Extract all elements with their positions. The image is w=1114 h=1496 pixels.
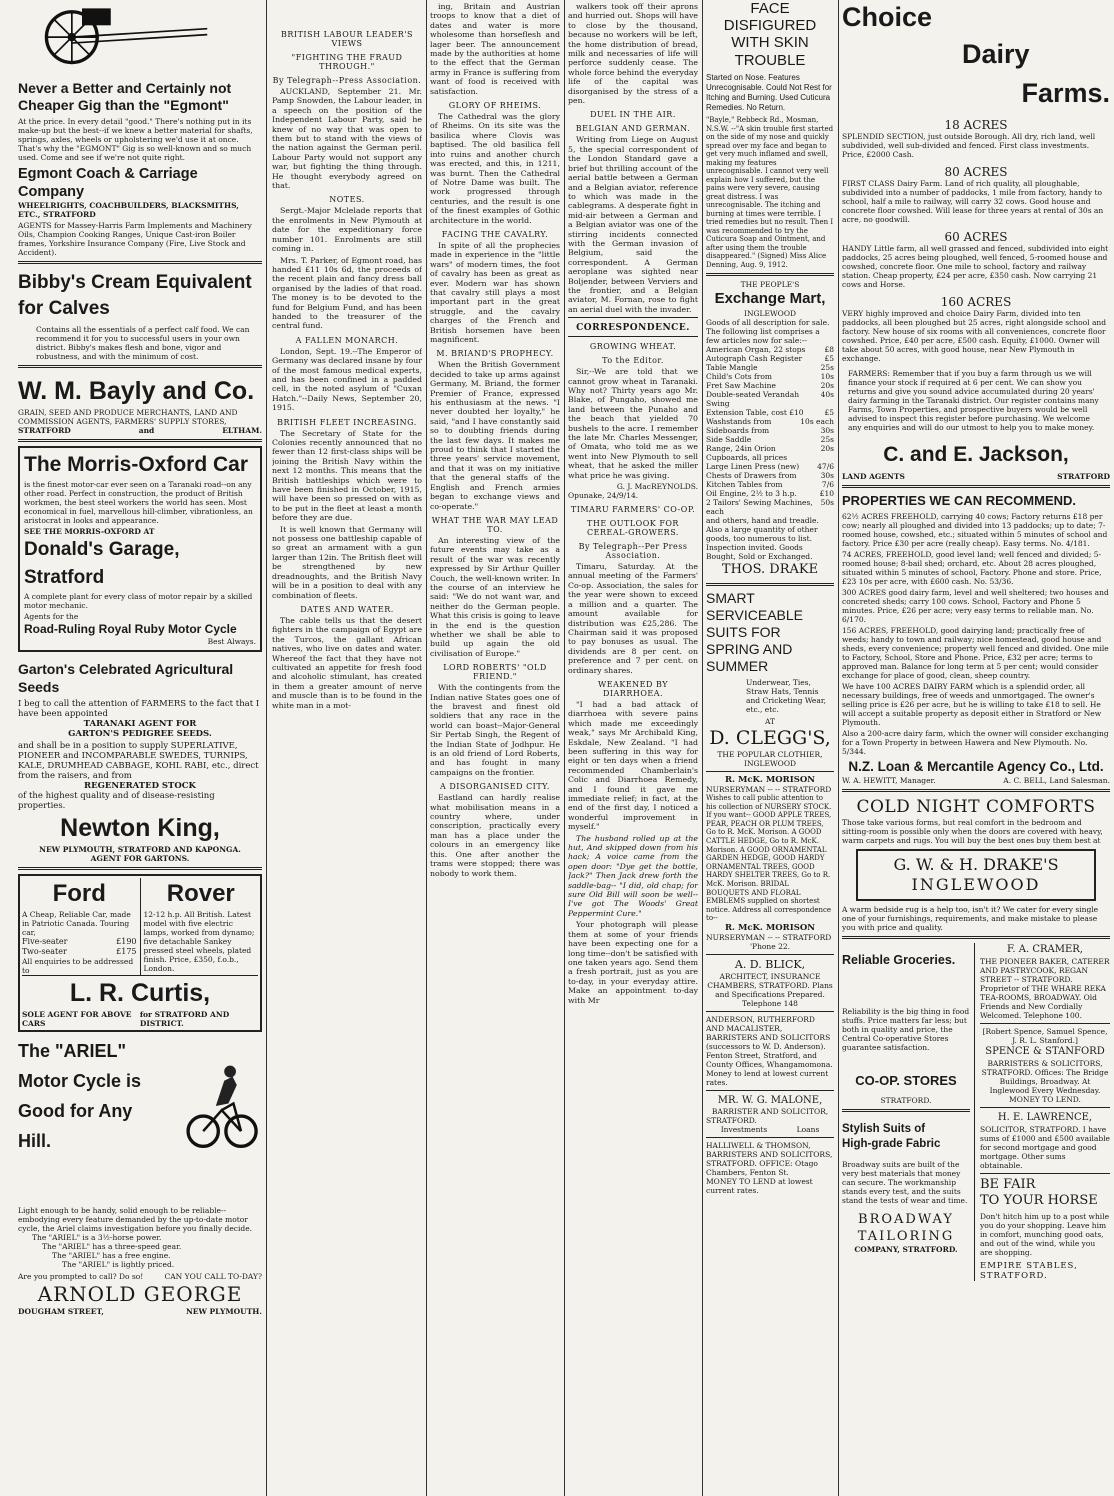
- morison-phone: 'Phone 22.: [749, 941, 791, 951]
- article-paragraph: It is well known that Germany will not possess one battleship capable of so great an armament with a gun larger than 12in. The British fleet will be strengthened by new dreadnoughts, and the British Navy will be in a position to deal with any combination of fleets.: [272, 524, 422, 600]
- malone-town: STRATFORD.: [706, 1115, 757, 1125]
- exchange-owner: THOS. DRAKE: [721, 562, 819, 577]
- price-list-item: Double-seated Verandah Swing: [706, 390, 800, 408]
- morris-title: The Morris-Oxford Car: [24, 453, 249, 476]
- horse-body: Don't hitch him up to a post while you do your shopping. Leave him in comfort, munching good oats, and out of the wind, while you are shopping.: [980, 1212, 1110, 1257]
- halliwell-body: HALLIWELL & THOMSON, BARRISTERS AND SOLICITORS, STRATFORD. OFFICE: Otago Chambers, Fenton St.: [706, 1140, 833, 1177]
- curtis-name: L. R. Curtis,: [22, 975, 258, 1010]
- five-label: Five-seater: [22, 937, 68, 946]
- property-5: We have 100 ACRES DAIRY FARM which is a splendid order, all necessary buildings, free of weeds and unmortgaged. The owner's selling price is £26 per acre, but he is willing to take £18 to sell. He will accept a suitable property as deposit either in Stratford or New Plymouth.: [842, 682, 1102, 727]
- anderson-body: ANDERSON, RUTHERFORD AND MACALISTER, BARRISTERS AND SOLICITORS (successors to W. D. Anderson). Fenton Street, Stratford, and County Offices, Whangamomona. Money to lend at lowest current rates.: [706, 1014, 833, 1087]
- bayly-towns: [18, 426, 262, 435]
- bibby-body: Contains all the essentials of a perfect calf food. We can recommend it for you to successful users in your own district. Bibby's makes flesh and bone, vigor and robustness, and with the minimum of cost.: [36, 325, 250, 361]
- malone-body: BARRISTER AND SOLICITOR,: [711, 1106, 829, 1116]
- ariel-spec-2: The "ARIEL" has a three-speed gear.: [42, 1242, 182, 1251]
- spence-body: BARRISTERS & SOLICITORS, STRATFORD. Offices: The Bridge Buildings, Broadway. At Inglewood Every Wednesday. MONEY TO LEND.: [981, 1059, 1109, 1104]
- clegg-sub: THE POPULAR CLOTHIER, INGLEWOOD: [717, 750, 823, 768]
- morison-line: NURSERYMAN -- -- STRATFORD: [706, 785, 832, 794]
- price-list-price: 30s: [820, 471, 834, 480]
- article-heading: M. BRIAND'S PROPHECY.: [436, 349, 554, 359]
- bottom-left: [842, 943, 975, 1281]
- malone-loans: Loans: [796, 1124, 820, 1134]
- article-paragraph: Eastland can hardly realise what mobilisation means in a country where, under conscription, practically every man has a place under the colours in an emergency like this. One after another the trams were stopped; there was nobody to work them.: [430, 793, 560, 878]
- carriage-illustration: [38, 0, 258, 76]
- bayly-town-left: STRATFORD: [18, 426, 71, 435]
- blick-name: A. D. BLICK,: [734, 957, 806, 971]
- malone-name: MR. W. G. MALONE,: [717, 1094, 823, 1106]
- article-paragraph: The cable tells us that the desert fighters in the campaign of Egypt are the Turcos, the gallant African natives, who live on dates and water. Whereof the fact that they have not cultivated an appetite for fresh food and alcoholic stimulant, has created in them a greater amount of nerve and muscle than is to be found in the white man in a mot-: [272, 615, 422, 710]
- article-subheading: "FIGHTING THE FRAUD THROUGH.": [291, 53, 403, 71]
- article-paragraph: When the British Government decided to take up arms against Germany, M. Briand, the former Premier of France, expressed his enthusiasm at the news. "I never doubted her loyalty," he said, "and I have constantly said so to doubting friends during the last few days. It makes me proud to think that I started the three years' service movement, and that it was on my initiative that the general staffs of the English and French armies began to exchange views and co-operate.": [430, 360, 560, 511]
- article-heading: A DISORGANISED CITY.: [440, 782, 550, 792]
- bottom-right: [975, 943, 1110, 1281]
- garton-intro: I beg to call the attention of FARMERS to the fact that I have been appointed: [18, 699, 260, 719]
- farm-3-acres: 60 ACRES: [944, 230, 1008, 244]
- horse-1: BE FAIR: [980, 1177, 1036, 1192]
- price-list-item: Side Saddle: [706, 435, 752, 444]
- ford-two: [22, 947, 137, 957]
- price-list-row: [706, 471, 834, 480]
- bayly-town-right: ELTHAM.: [222, 426, 262, 435]
- morison-name-2: R. McK. MORISON: [724, 922, 816, 933]
- curtis-sole: SOLE AGENT FOR ABOVE CARS: [22, 1010, 132, 1028]
- price-list-item: Kitchen Tables from: [706, 480, 783, 489]
- price-list-price: 50s: [820, 498, 834, 507]
- drakes-body: A warm bedside rug is a help too, isn't it? We cater for every single one of your furnishings, requirements, and make mistake to please you with price and quality.: [842, 905, 1099, 932]
- morris-agents: Agents for the: [24, 612, 79, 621]
- cramer-body: THE PIONEER BAKER, CATERER AND PASTRYCOOK, REGAN STREET -- STRATFORD. Proprietor of THE WHARE REKA TEA-ROOMS, BROADWAY. Old Friends and New Cordially Welcomed. Telephone 100.: [980, 957, 1110, 1020]
- nz-loan-salesman: A. C. BELL, Land Salesman.: [1003, 776, 1110, 785]
- malone-investments: Investments: [720, 1124, 768, 1134]
- article-heading: NOTES.: [329, 195, 365, 205]
- article-paragraph: Timaru, Saturday. At the annual meeting of the Farmers' Co-op. Association, the sales for the year were shown to exceed a million and a quarter. The amount available for distribution was £25,286. The Chairman said it was proposed to pay bonuses as usual. The dividends are 8 per cent. on preference and 7 per cent. on ordinary shares.: [568, 562, 698, 675]
- broadway-2: TAILORING: [857, 1229, 955, 1244]
- curtis-district: for STRATFORD AND DISTRICT.: [139, 1010, 230, 1028]
- exchange-list: [706, 345, 834, 516]
- coop-town: STRATFORD.: [880, 1096, 932, 1105]
- rover-body: 12-12 h.p. All British. Latest model with five electric lamps, worked from dynamo; five detachable Sankey pressed steel wheels, plated finish. Price, £350, f.o.b., London.: [143, 910, 255, 973]
- clegg-at: AT: [764, 717, 775, 726]
- stylish-body: Broadway suits are built of the very best materials that money can secure. The workmanship stands every test, and the suits stand the tests of wear and time.: [842, 1160, 968, 1205]
- article-paragraph: AUCKLAND, September 21. Mr. Pamp Snowden, the Labour leader, in a speech on the position of the Independent Labour Party, said he knew of no way that was open to them but to stand with the views of the nation against the German peril. Labour Party would not support any war, but fighting the thing through. He thought everybody agreed on that.: [272, 87, 422, 191]
- stylish-1: Stylish Suits of: [842, 1123, 926, 1135]
- price-list-row: [706, 489, 834, 498]
- morris-garage: Donald's Garage, Stratford: [24, 539, 180, 588]
- ariel-spec-3: The "ARIEL" has a free engine.: [52, 1251, 171, 1260]
- price-list-item: Cupboards, all prices: [706, 453, 788, 462]
- article-paragraph: The Secretary of State for the Colonies recently announced that no fewer than 12 first-class ships will be joining the British Navy within the next 12 months. This means that the British battleships which were to have been finished in October, 1915, will have been so pressed on with as to be put in the fleet at least a month before they are due.: [272, 428, 422, 523]
- column-3: [430, 0, 560, 1496]
- article-heading: BRITISH LABOUR LEADER'S VIEWS: [281, 30, 413, 48]
- blick-body: ARCHITECT, INSURANCE CHAMBERS, STRATFORD. Plans and Specifications Prepared. Telephone 148: [707, 971, 833, 1008]
- ariel-line-2: Motor Cycle is: [18, 1071, 142, 1091]
- price-list-row: [706, 444, 834, 453]
- halliwell-money: MONEY TO LEND at lowest current rates.: [706, 1176, 813, 1195]
- cars-ad: [18, 874, 262, 1032]
- jackson-name: C. and E. Jackson,: [883, 443, 1069, 466]
- column-1: [18, 0, 262, 1496]
- price-list-row: [706, 354, 834, 363]
- article-paragraph: The Cathedral was the glory of Rheims. On its site was the basilica where Clovis was baptised. The old basilica fell into ruins and another church was erected, and this, in 1211, was burnt. Then the Cathedral of Notre Dame was built. The work progressed through centuries, and the result is one of the finest examples of Gothic architecture in the world.: [430, 112, 560, 225]
- nz-loan-name: N.Z. Loan & Mercantile Agency Co., Ltd.: [848, 759, 1104, 774]
- garton-name: Newton King,: [60, 814, 220, 842]
- article-heading: LORD ROBERTS' "OLD FRIEND.": [443, 663, 547, 682]
- price-list-row: [706, 462, 834, 471]
- price-list-item: Oil Engine, 2½ to 3 h.p.: [706, 489, 797, 498]
- article-paragraph: Mrs. T. Parker, of Egmont road, has handed £11 10s 6d, the proceeds of the recent plain and fancy dress ball organised by the ladies of that road. The money is to be devoted to the fund for Belgium Fund, and has been handed to the treasurer of the central fund.: [272, 255, 422, 331]
- garton-body: and shall be in a position to supply SUPERLATIVE, PIONEER and INCOMPARABLE SWEDES, TURNIPS, KALE, DRUMHEAD CABBAGE, KOHL RABI, etc., direct from the raisers, and from: [18, 741, 259, 781]
- price-list-price: £10: [819, 489, 834, 498]
- price-list-price: 25s: [820, 363, 834, 372]
- exchange-outro: and others, hand and treadle. Also a large quantity of other goods, too numerous to list. Inspection invited. Goods Bought, Sold or Exchanged.: [706, 516, 819, 561]
- article-heading: DUEL IN THE AIR.: [590, 110, 676, 120]
- column-4: [568, 0, 698, 1496]
- skin-body: "Bayle," Rebbeck Rd., Mosman, N.S.W. --"A skin trouble first started on the side of my nose and quickly spread over my face and began to get very much inflamed and swell, making my features unrecognisable. I cannot very well explain how I suffered, but the pains were very severe, causing great distress. I was unrecognisable. The itching and burning at times were terrible. I tried remedies but no result. Then I was recommended to try the Cuticura Soap and Ointment, and after using them the trouble disappeared." (Signed) Miss Alice Denning, Aug. 9, 1912.: [706, 116, 834, 269]
- column-2: [272, 0, 422, 1496]
- reliable-heading: Reliable Groceries.: [842, 953, 956, 967]
- garton-title: Garton's Celebrated Agricultural: [18, 661, 234, 677]
- stylish-2: High-grade Fabric: [842, 1138, 941, 1150]
- drakes-box: [856, 849, 1096, 901]
- price-list-price: 25s: [820, 435, 834, 444]
- spence-name: SPENCE & STANFORD: [985, 1046, 1105, 1057]
- article-byline: By Telegraph--Per Press Association.: [578, 542, 688, 561]
- arnold-street: DOUGHAM STREET,: [18, 1307, 104, 1316]
- rover-title: Rover: [166, 880, 235, 907]
- dairy-word: Dairy: [962, 39, 1030, 69]
- farmers-note: FARMERS: Remember that if you buy a farm through us we will finance your stock if required at 6 per cent. We can show you returns and give you sound advice accumulated during 20 years' dairy farming in the Taranaki district. Our register contains many Farms, Town Properties, and prospective buyers would be well advised to inspect this register before purchasing. We welcome any enquiries and will do our utmost to help you to make money.: [848, 369, 1099, 432]
- skin-headline-1: FACE DISFIGURED: [723, 0, 817, 34]
- exchange-town: INGLEWOOD: [744, 309, 796, 318]
- suits-line-1: SMART: [706, 590, 755, 606]
- letter-salutation: To the Editor.: [602, 356, 664, 366]
- price-list-price: 7/6: [821, 480, 834, 489]
- bibby-title: Bibby's Cream Equivalent: [18, 272, 252, 293]
- ariel-call: Are you prompted to call? Do so!: [18, 1272, 144, 1281]
- nz-loan-staff: [842, 776, 1110, 785]
- property-1: 62½ ACRES FREEHOLD, carrying 40 cows; Factory returns £18 per cow; nearly all ploughed and divided into 13 paddocks; up to date; 7-roomed house, cowshed, etc.; situated within 5 minutes of school and factory. Price £30 per acre (really cheap). Easy terms. No. 4/181.: [842, 512, 1108, 548]
- price-list-row: [706, 363, 834, 372]
- article-heading: FACING THE CAVALRY.: [441, 229, 549, 239]
- ariel-spec-4: The "ARIEL" is lightly priced.: [62, 1260, 175, 1269]
- article-byline: By Telegraph--Press Association.: [272, 76, 422, 85]
- ford-title: Ford: [52, 880, 106, 907]
- bayly-line: GRAIN, SEED AND PRODUCE MERCHANTS, LAND AND COMMISSION AGENTS, FARMERS' SUPPLY STORES,: [18, 408, 238, 426]
- article-paragraph: walkers took off their aprons and hurried out. Shops will have to close by the thousand, because no workers will be left, the home distribution of bread, milk and necessaries of life will perforce suddenly cease. The whole force behind the everyday life of the capital was disorganised by the stress of a pen.: [568, 2, 698, 106]
- price-list-item: Child's Cots from: [706, 372, 772, 381]
- price-list-row: [706, 417, 834, 426]
- jackson-sub: [842, 472, 1110, 481]
- article-heading: WEAKENED BY DIARRHOEA.: [598, 679, 668, 698]
- ford-body: A Cheap, Reliable Car, made in Patriotic Canada. Touring car,: [22, 910, 131, 937]
- empire-stables: EMPIRE STABLES, STRATFORD.: [980, 1261, 1078, 1281]
- suits-line-5: SUMMER: [706, 658, 769, 674]
- price-list-item: Washstands from: [706, 417, 772, 426]
- egmont-trades: WHEELRIGHTS, COACHBUILDERS, BLACKSMITHS, ETC., STRATFORD: [18, 201, 239, 219]
- price-list-price: 10s each: [800, 417, 834, 426]
- suits-line-4: SPRING AND: [706, 641, 793, 657]
- article-paragraph: Writing from Liege on August 5, the special correspondent of the London Standard gave a brief but thrilling account of the aerial battle between a German and a Belgian aviator, reference to which was made in the cablegrams. A desperate fight in mid-air between a German and a Belgian aviator was one of the stirring incidents connected with the German invasion of Belgium, said the correspondent. A German aeroplane was sighted near Boljender, between Verviers and the frontier, and a Belgian aviator, M. Fornan, rose to fight an aerial duel with the invader.: [568, 135, 698, 314]
- price-list-row: [706, 372, 834, 381]
- article-paragraph: London, Sept. 19.--The Emperor of Germany was declared insane by four of the most famous medical experts, and has been confined in a padded cell, in the noted asylum of "Cuxan Hatch."--Daily News, September 20, 1915.: [272, 346, 422, 413]
- price-list-item: Autograph Cash Register: [706, 354, 803, 363]
- lawrence-name: H. E. LAWRENCE,: [997, 1112, 1093, 1123]
- ford-enquiries: All enquiries to be addressed to: [22, 957, 134, 975]
- price-list-price: £5: [824, 354, 834, 363]
- five-price: £190: [116, 937, 137, 946]
- price-list-row: [706, 453, 834, 462]
- drakes-name: G. W. & H. DRAKE'S: [893, 855, 1059, 874]
- property-4: 156 ACRES, FREEHOLD, good dairying land; practically free of weeds; handy to town and railway; nice homestead, good house and sheds, every convenience; property well fenced and divided. One mile to Factory, School, Store and Phone. Price, £32 per acre; terms to approved man. Balance for long term at 5 per cent; would consider exchange for place of good, clean, sheep country.: [842, 626, 1109, 680]
- farm-1-acres: 18 ACRES: [944, 118, 1008, 132]
- column-rule: [564, 0, 565, 1496]
- property-2: 74 ACRES, FREEHOLD, good level land; well fenced and divided; 5-roomed house; 8-bail shed; orchard, etc. About 28 acres ploughed, situated within 5 minutes of school, Factory. Phone and store. Price, £23 10s per acre, with £600 cash. No. 53/36.: [842, 550, 1102, 586]
- cramer-name: F. A. CRAMER,: [1007, 944, 1083, 955]
- morison-name: R. McK. MORISON: [724, 775, 816, 785]
- letter-place: Opunake, 24/9/14.: [568, 491, 639, 501]
- price-list-row: [706, 345, 834, 354]
- bayly-name: W. M. Bayly and Co.: [18, 377, 255, 405]
- price-list-price: 30s: [820, 426, 834, 435]
- article-heading: DATES AND WATER.: [300, 604, 394, 614]
- ariel-call-right: CAN YOU CALL TO-DAY?: [164, 1272, 262, 1281]
- skin-sub: Started on Nose. Features Unrecognisable. Could Not Rest for Itching and Burning. Used Cuticura Remedies. No Return.: [706, 73, 832, 112]
- farm-2-body: FIRST CLASS Dairy Farm. Land of rich quality, all ploughable, subdivided into a number of paddocks, 1 mile from factory, handy to school, half a mile to railway, will carry 32 cows. Good house and concrete floor cowshed. Will lease for three years at rental of 30s an acre, no goodwill.: [842, 179, 1104, 224]
- clegg-name: D. CLEGG'S,: [709, 727, 831, 749]
- price-list-price: £8: [824, 345, 834, 354]
- garton-agent: TARANAKI AGENT FOR: [83, 719, 197, 729]
- motorcycle-illustration: [178, 1046, 262, 1166]
- garton-seeds: GARTON'S PEDIGREE SEEDS.: [68, 729, 212, 739]
- price-list-row: [706, 480, 834, 489]
- two-label: Two-seater: [22, 947, 67, 956]
- column-rule: [426, 0, 427, 1496]
- farm-3-body: HANDY Little farm, all well grassed and fenced, subdivided into eight paddocks, 25 acres being ploughed, well fenced, 5-roomed house and cowshed, concrete floor. One mile to school, factory and railway station. Cheap property, £24 per acre, £350 cash. Now carrying 21 cows and Horse.: [842, 244, 1109, 289]
- price-list-item: Chests of Drawers from: [706, 471, 797, 480]
- garton-regen: REGENERATED STOCK: [84, 781, 196, 791]
- ariel-line-1: The "ARIEL": [18, 1041, 127, 1061]
- garton-title-2: Seeds: [18, 679, 60, 695]
- farm-4-acres: 160 ACRES: [940, 295, 1012, 309]
- cold-heading: COLD NIGHT COMFORTS: [856, 797, 1096, 817]
- price-list-row: [706, 408, 834, 417]
- garton-towns: NEW PLYMOUTH, STRATFORD AND KAPONGA.: [39, 845, 241, 854]
- cold-body: Those take various forms, but real comfort in the bedroom and sitting-room is possible only when the doors are covered with heavy, warm carpets and rugs. You will buy the best ones buy them best at: [842, 818, 1103, 845]
- suits-body: Underwear, Ties, Straw Hats, Tennis and Cricketing Wear, etc., etc.: [746, 678, 826, 714]
- bayly-town-mid: and: [138, 426, 155, 435]
- morison-body: Wishes to call public attention to his collection of NURSERY STOCK. If you want-- GOOD APPLE TREES, PEAR, PEACH OR PLUM TREES, Go to R. McK. Morison. A GOOD CATTLE HEDGE, Go to R. McK. Morison. A GOOD ORNAMENTAL GARDEN HEDGE, GOOD HARDY ORNAMENTAL TREES, GOOD HARDY SHELTER TREES, Go to R. McK. Morison. BRIDAL BOUQUETS AND FLORAL EMBLEMS supplied on shortest notice. Address all correspondence to--: [706, 794, 832, 923]
- exchange-pre: THE PEOPLE'S: [740, 280, 800, 289]
- ariel-spec-1: The "ARIEL" is a 3½-horse power.: [32, 1233, 162, 1242]
- farm-1-body: SPLENDID SECTION, just outside Borough. All dry, rich land, well subdivided, well sub-divided and fenced. First class investments. Price, £2000 Cash.: [842, 132, 1096, 159]
- price-list-item: American Organ, 22 stops: [706, 345, 806, 354]
- price-list-price: 20s: [820, 381, 834, 390]
- price-list-row: [706, 498, 834, 516]
- horse-2: TO YOUR HORSE: [980, 1193, 1098, 1208]
- article-paragraph: With the contingents from the Indian native States goes one of the bravest and finest old soldiers that any race in the world can boast--Major-General Sir Pertab Singh, the Regent of the Indian State of Jodhpur. He is an old friend of Lord Roberts, and has fought in many campaigns on the frontier.: [430, 683, 560, 777]
- article-heading: TIMARU FARMERS' CO-OP.: [570, 505, 696, 515]
- price-list-row: [706, 381, 834, 390]
- bottom-split: [842, 943, 1110, 1281]
- price-list-price: 10s: [820, 372, 834, 381]
- column-5: [706, 0, 834, 1496]
- farm-4-body: VERY highly improved and choice Dairy Farm, divided into ten paddocks, all been ploughed but 25 acres, right alongside school and factory. New house of six rooms with all conveniences, concrete floor cowshed. Price, £40 per acre, £500 cash. Equity, £1000. Owner will take about 50 acres, with good house, near New Plymouth in exchange.: [842, 309, 1107, 363]
- article-paragraph: Sir,--We are told that we cannot grow wheat in Taranaki. Why not? Thirty years ago Mr. Blake, of Pungaho, showed me land between the Punaho and the beach that yielded 70 bushels to the acre. I remember the late Mr. Charles Messenger, of Omata, who told me as we went into New Plymouth to sell wheat, that he asked the miller what price he was giving.: [568, 367, 698, 480]
- morison-line-2: NURSERYMAN -- -- STRATFORD: [706, 932, 832, 942]
- egmont-body: At the price. In every detail "good." There's nothing put in its make-up but the best--if we knew a better material for shafts, springs, axles, wheels or upholstering we'd use it at once. That's why the "EGMONT" Gig is so well-known and so much used. Come and see if we're not quite right.: [18, 117, 253, 162]
- article-heading: GROWING WHEAT.: [589, 342, 677, 352]
- article-paragraph: ing, Britain and Austrian troops to know that a diet of dates and water is more wholesome than horseflesh and lager beer. The announcement made by the authorities at home to the effect that the German army in France is suffering from want of food is received with satisfaction.: [430, 2, 560, 96]
- bibby-title-2: for Calves: [18, 298, 110, 319]
- correspondence-heading: CORRESPONDENCE.: [576, 323, 690, 334]
- ariel-line-4: Hill.: [18, 1131, 52, 1151]
- nz-loan-manager: W. A. HEWITT, Manager.: [842, 776, 936, 785]
- price-list-price: 20s: [820, 444, 834, 453]
- jackson-right: STRATFORD: [1057, 472, 1110, 481]
- egmont-agents: AGENTS for Massey-Harris Farm Implements and Machinery Oils, Champion Cooking Ranges, Unique Cast-iron Boiler frames, Yorkshire Insurance Company (Fire, Live Stock and Accident).: [18, 221, 252, 257]
- ariel-line-3: Good for Any: [18, 1101, 133, 1121]
- price-list-item: Table Mangle: [706, 363, 758, 372]
- egmont-headline: Never a Better and Certainly not Cheaper Gig than the "Egmont": [18, 80, 232, 113]
- price-list-item: Sideboards from: [706, 426, 770, 435]
- broadway-3: COMPANY, STRATFORD.: [854, 1245, 958, 1254]
- morris-body: is the finest motor-car ever seen on a Taranaki road--on any other road. Perfect in construction, the product of British workmen, the best steel workers the world has seen. Most economical in fuel, marvellous hill-climber, vibrationless, an aristocrat in looks and appearance.: [24, 480, 253, 525]
- article-paragraph: Sergt.-Major Mclelade reports that the enrolments in New Plymouth at date for the expeditionary force number 101. Enrolments are still coming in.: [272, 206, 422, 254]
- price-list-price: 40s: [820, 390, 834, 399]
- skin-headline-2: WITH SKIN TROUBLE: [731, 34, 809, 69]
- morris-best: Best Always.: [207, 637, 256, 646]
- suits-line-2: SERVICEABLE: [706, 607, 804, 623]
- reliable-body: Reliability is the big thing in food stuffs. Price matters far less; but both in quality and price, the Central Co-operative Stores guarantee satisfaction.: [842, 1007, 970, 1052]
- exchange-intro: Goods of all description for sale. The following list comprises a few articles now for sale:--: [706, 318, 830, 345]
- ariel-body: Light enough to be handy, solid enough to be reliable--embodying every feature demanded by the up-to-date motor cycle, the Ariel claims investigation before you finally decide.: [18, 1206, 253, 1233]
- article-paragraph: The husband rolled up at the hut, And skipped down from his hack; A voice came from the open door: "Dye get the bottle, Jack?" Then Jack drew forth the saddle-bag-- "I did, old chap; for sure Old Bill will soon be well--I've got The Woods' Great Peppermint Cure.": [568, 833, 698, 918]
- two-price: £175: [116, 947, 137, 956]
- arnold-address: [18, 1307, 262, 1316]
- ford-five: [22, 937, 137, 947]
- article-heading: A FALLEN MONARCH.: [295, 335, 399, 345]
- farm-2-acres: 80 ACRES: [944, 165, 1008, 179]
- price-list-item: Large Linen Press (new): [706, 462, 800, 471]
- curtis-sub: [22, 1010, 258, 1028]
- properties-heading: PROPERTIES WE CAN RECOMMEND.: [842, 493, 1077, 508]
- egmont-company: Egmont Coach & Carriage Company: [18, 166, 198, 200]
- broadway-1: BROADWAY: [858, 1212, 954, 1227]
- price-list-item: Range, 24in Orion: [706, 444, 776, 453]
- column-6: [842, 0, 1110, 1496]
- price-list-row: [706, 435, 834, 444]
- drakes-town: INGLEWOOD: [911, 875, 1041, 894]
- arnold-george: ARNOLD GEORGE: [37, 1282, 243, 1306]
- ford-panel: [22, 878, 141, 975]
- morris-plant: A complete plant for every class of motor repair by a skilled motor mechanic.: [24, 592, 253, 610]
- price-list-row: [706, 390, 834, 408]
- coop-name: CO-OP. STORES: [855, 1073, 957, 1088]
- exchange-name: Exchange Mart,: [714, 290, 826, 307]
- article-paragraph: An interesting view of the future events may take as a result of the war was recently expressed by Sir Arthur Quiller Couch, the well-known writer. In the course of an interview he said: "We do not want war, and neither do the German people. What this crisis is going to leave in the end is the question whether we shall be able to build up again the old civilisation of Europe.": [430, 535, 560, 658]
- farms-word: Farms.: [1021, 78, 1110, 108]
- column-rule: [702, 0, 703, 1496]
- article-subheading: BELGIAN AND GERMAN.: [575, 124, 691, 134]
- garton-agent-for: AGENT FOR GARTONS.: [90, 854, 190, 863]
- ariel-ad: [18, 1036, 262, 1206]
- property-3: 300 ACRES good dairy farm, level and well sheltered; two houses and concreted sheds; carry 100 cows. School, Factory and Phone 5 minutes. Price, £26 per acre; very easy terms to reliable man. No. 6/170.: [842, 588, 1109, 624]
- column-rule: [266, 0, 267, 1496]
- malone-row: [706, 1125, 834, 1134]
- price-list-price: £5: [824, 408, 834, 417]
- price-list-item: Fret Saw Machine: [706, 381, 776, 390]
- price-list-row: [706, 426, 834, 435]
- price-list-item: Extension Table, cost £10: [706, 408, 804, 417]
- spence-pre: [Robert Spence, Samuel Spence, J. R. L. Stanford.]: [982, 1027, 1108, 1045]
- arnold-town: NEW PLYMOUTH.: [185, 1307, 262, 1316]
- morris-ruby: Road-Ruling Royal Ruby Motor Cycle: [24, 622, 237, 636]
- lawrence-body: SOLICITOR, STRATFORD. I have sums of £1000 and £500 available for second mortgage and good mortgage. Other sums obtainable.: [980, 1125, 1110, 1170]
- rover-panel: [141, 878, 259, 975]
- article-paragraph: Your photograph will please them at some of your friends have been expecting one for a long time--don't be satisfied with one taken years ago. Send them a fresh portrait, just as you are to-day, in your everyday attire. Make an appointment to-day with Mr: [568, 920, 698, 1005]
- letter-signature: G. J. MacREYNOLDS.: [616, 482, 698, 492]
- jackson-left: LAND AGENTS: [842, 472, 905, 481]
- morris-ad: [18, 446, 262, 652]
- article-heading: BRITISH FLEET INCREASING.: [277, 417, 417, 427]
- suits-line-3: SUITS FOR: [706, 624, 781, 640]
- price-list-price: 47/6: [817, 462, 834, 471]
- property-6: Also a 200-acre dairy farm, which the owner will consider exchanging for a Town Property in between Hawera and New Plymouth. No. 5/344.: [842, 729, 1109, 756]
- morris-see: SEE THE MORRIS-OXFORD AT: [24, 527, 155, 536]
- price-list-item: 2 Tailors' Sewing Machines, each: [706, 498, 813, 516]
- garton-quality: of the highest quality and of disease-resisting properties.: [18, 791, 215, 811]
- column-rule: [838, 0, 839, 1496]
- article-heading: WHAT THE WAR MAY LEAD TO.: [431, 515, 559, 534]
- choice-word: Choice: [842, 2, 933, 32]
- ariel-call-row: [18, 1272, 262, 1281]
- article-paragraph: "I had a bad attack of diarrhoea with severe pains which made me exceedingly weak," says Mr Archibald King, Eskdale, New Zealand. "I had been suffering in this way for eight or ten days when a friend recommended Chamberlain's Colic and Diarrhoea Remedy, and I found it gave me immediate relief; in fact, at the end of the first day, I noticed a wonderful improvement in myself.": [568, 699, 698, 832]
- article-subheading: THE OUTLOOK FOR CEREAL-GROWERS.: [587, 519, 679, 538]
- article-paragraph: In spite of all the prophecies made in experience in the "little wars" of modern times, the foot of cavalry has been as great as ever. Modern war has shown that cavalry still plays a most important part in the great struggle, and the cavalry charges of the French and British horsemen have been magnificent.: [430, 240, 560, 344]
- article-heading: GLORY OF RHEIMS.: [448, 101, 542, 111]
